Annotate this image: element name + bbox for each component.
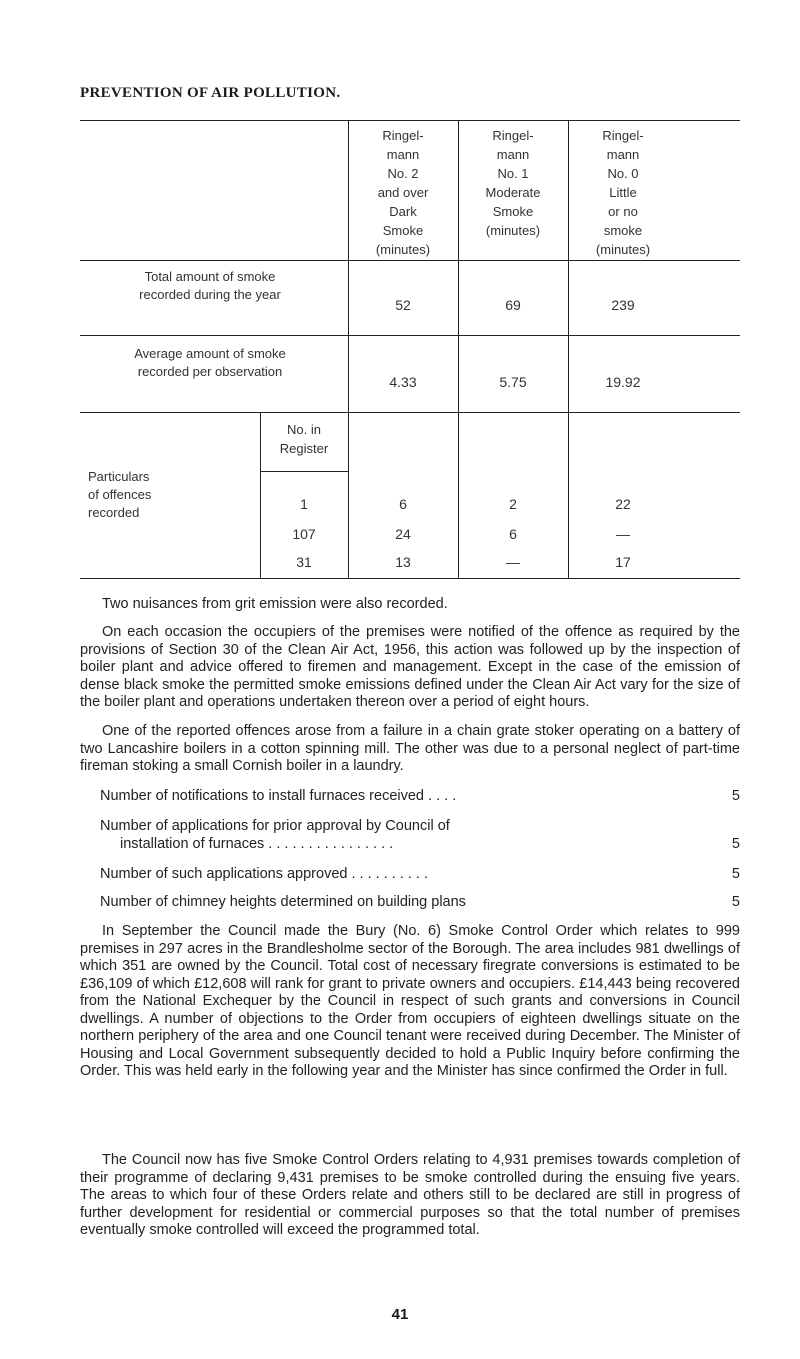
paragraph-text: Two nuisances from grit emission were also recorded. [102,596,448,612]
particulars-cell: 22 [615,496,631,512]
header-ringelmann-2: Ringel- mann No. 2 and over Dark Smoke (minutes) [375,128,431,257]
particulars-cell: 13 [395,554,411,570]
page-number: 41 [391,1306,409,1323]
particulars-cell: 24 [395,526,411,542]
avg-ringelmann-1: 5.75 [499,374,527,390]
stat-chimney-heights: Number of chimney heights determined on building plans 5 [100,894,740,910]
particulars-cell: 6 [399,496,407,512]
stat-applications: Number of applications for prior approval by Council of installation of furnaces . . . . . . . . . . . . . . . . 5 [100,818,740,852]
paragraph-grit [80,596,740,614]
particulars-label: Particulars of offences recorded [88,469,152,520]
particulars-cell: 6 [509,526,517,542]
particulars-cell: 17 [615,554,631,570]
register-rule [260,471,348,472]
page-title: PREVENTION OF AIR POLLUTION. [80,85,341,101]
particulars-cell: 2 [509,496,517,512]
paragraph-text: One of the reported offences arose from a failure in a chain grate stoker operating on a battery of two Lancashire boilers in a cotton spinning mill. The other was due to a personal neglect of part-time fireman stoking a small Cornish boiler in a laundry. [80,723,740,774]
register-value: 1 [300,496,308,512]
paragraph-notification [80,624,740,712]
total-row-rule [80,335,740,336]
paragraph-text: On each occasion the occupiers of the premises were notified of the offence as required by the provisions of Section 30 of the Clean Air Act, 1956, this action was followed up by the inspection of boiler plant and advice offered to firemen and management. Except in the case of the emission of dense black smoke the permitted smoke emissions defined under the Clean Air Act vary for the size of the boiler plant and operations undertaken thereon over a period of eight hours. [80,624,740,710]
header-rule [80,260,740,261]
stat-approved: Number of such applications approved . . . . . . . . . . 5 [100,866,740,882]
table-top-rule [80,120,740,121]
avg-ringelmann-2: 4.33 [389,374,417,390]
row-total-label: Total amount of smoke recorded during the year [139,269,281,302]
total-ringelmann-0: 239 [611,297,635,313]
total-ringelmann-1: 69 [505,297,521,313]
table-bottom-rule [80,578,740,579]
register-value: 107 [292,526,316,542]
particulars-cell: — [616,526,630,542]
total-ringelmann-2: 52 [395,297,411,313]
paragraph-programme [80,1152,740,1240]
paragraph-text: In September the Council made the Bury (No. 6) Smoke Control Order which relates to 999 premises in 297 acres in the Brandlesholme sector of the Borough. The area includes 981 dwellings of which 351 are owned by the Council. Total cost of necessary firegrate conversions is estimated to be £36,109 of which £12,608 will rank for grant to private owners and occupiers. £14,443 being recovered from the National Exchequer by the Council in respect of such grants and conversions in Council dwellings. A number of objections to the Order from occupiers of eighteen dwellings situate on the northern periphery of the area and one Council tenant were received during December. The Minister of Housing and Local Government subsequently decided to hold a Public Inquiry before confirming the Order. This was held early in the following year and the Minister has since confirmed the Order in full. [80,923,740,1079]
header-ringelmann-1: Ringel- mann No. 1 Moderate Smoke (minutes) [485,128,541,238]
paragraph-text: The Council now has five Smoke Control Orders relating to 4,931 premises towards completion of their programme of declaring 9,431 premises to be smoke controlled during the ensuing five years. The areas to which four of these Orders relate and others still to be declared are still in progress of further development for residential or commercial purposes so that the total number of premises eventually smoke controlled will exceed the programmed total. [80,1152,740,1238]
avg-ringelmann-0: 19.92 [605,374,641,390]
paragraph-offences [80,723,740,776]
avg-row-rule [80,412,740,413]
stat-notifications: Number of notifications to install furnaces received . . . . 5 [100,788,740,804]
header-ringelmann-0: Ringel- mann No. 0 Little or no smoke (minutes) [595,128,651,257]
register-header: No. in Register [279,422,329,456]
particulars-cell: — [506,554,520,570]
register-value: 31 [296,554,312,570]
row-avg-label: Average amount of smoke recorded per observation [134,346,286,379]
paragraph-smoke-control-order [80,923,740,1081]
